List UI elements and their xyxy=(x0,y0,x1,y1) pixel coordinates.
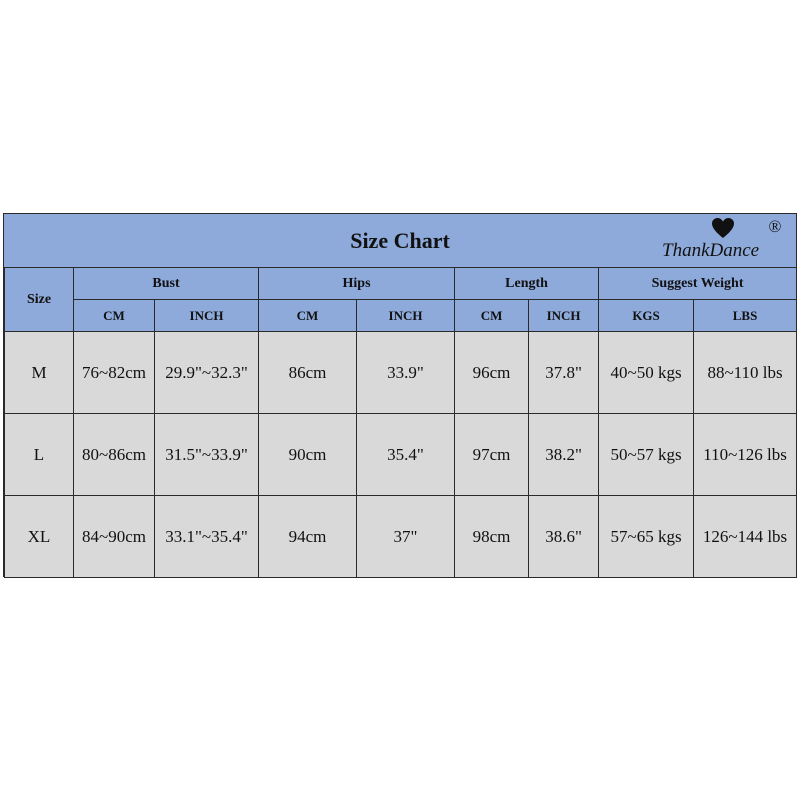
unit-header: LBS xyxy=(694,300,797,332)
table-row xyxy=(5,496,797,578)
table-cell: 76~82cm xyxy=(74,332,155,414)
table-cell: 38.6" xyxy=(529,496,599,578)
table-cell: 31.5"~33.9" xyxy=(155,414,259,496)
table-cell: 90cm xyxy=(259,414,357,496)
table-cell: 37" xyxy=(357,496,455,578)
unit-header: CM xyxy=(455,300,529,332)
size-cell: XL xyxy=(5,496,74,578)
registered-mark: ® xyxy=(768,217,782,236)
table-cell: 35.4" xyxy=(357,414,455,496)
table-cell: 96cm xyxy=(455,332,529,414)
unit-header: CM xyxy=(74,300,155,332)
table-cell: 94cm xyxy=(259,496,357,578)
group-header-hips: Hips xyxy=(259,268,455,300)
title-bar xyxy=(4,214,796,268)
size-chart xyxy=(3,213,797,577)
table-row xyxy=(5,414,797,496)
table-cell: 88~110 lbs xyxy=(694,332,797,414)
table-cell: 33.9" xyxy=(357,332,455,414)
group-header-length: Length xyxy=(455,268,599,300)
table-cell: 38.2" xyxy=(529,414,599,496)
table-cell: 84~90cm xyxy=(74,496,155,578)
table-cell: 50~57 kgs xyxy=(599,414,694,496)
chart-title: Size Chart xyxy=(350,228,450,253)
size-cell: M xyxy=(5,332,74,414)
table-row xyxy=(5,332,797,414)
group-header-row xyxy=(5,268,797,300)
unit-header: INCH xyxy=(357,300,455,332)
table-cell: 29.9"~32.3" xyxy=(155,332,259,414)
table-cell: 86cm xyxy=(259,332,357,414)
group-header-bust: Bust xyxy=(74,268,259,300)
table-cell: 126~144 lbs xyxy=(694,496,797,578)
table-cell: 80~86cm xyxy=(74,414,155,496)
size-column-header: Size xyxy=(5,268,74,332)
table-cell: 110~126 lbs xyxy=(694,414,797,496)
group-header-weight: Suggest Weight xyxy=(599,268,797,300)
unit-header: INCH xyxy=(529,300,599,332)
unit-header: INCH xyxy=(155,300,259,332)
size-cell: L xyxy=(5,414,74,496)
table-cell: 40~50 kgs xyxy=(599,332,694,414)
unit-header: KGS xyxy=(599,300,694,332)
heart-icon xyxy=(711,217,735,239)
table-cell: 98cm xyxy=(455,496,529,578)
brand-name: ThankDance xyxy=(662,240,760,261)
table-cell: 33.1"~35.4" xyxy=(155,496,259,578)
size-table xyxy=(4,267,797,578)
table-cell: 37.8" xyxy=(529,332,599,414)
unit-header: CM xyxy=(259,300,357,332)
table-cell: 57~65 kgs xyxy=(599,496,694,578)
unit-header-row xyxy=(5,300,797,332)
brand-logo xyxy=(659,216,789,266)
table-cell: 97cm xyxy=(455,414,529,496)
